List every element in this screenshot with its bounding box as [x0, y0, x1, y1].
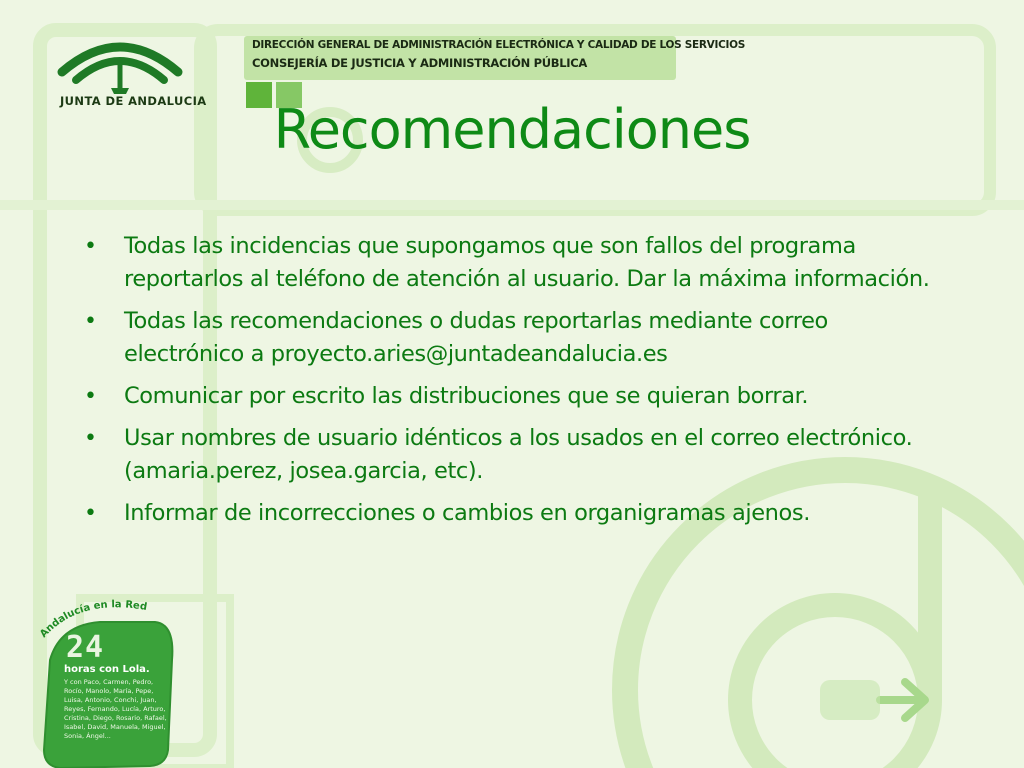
logo-text: JUNTA DE ANDALUCIA [60, 94, 207, 108]
bullet-item: • Informar de incorrecciones o cambios en organigramas ajenos. [84, 497, 944, 530]
bullet-item: • Todas las incidencias que supongamos que son fallos del programa reportarlos al teléfono de atención al usuario. Dar la máxima información. [84, 230, 944, 296]
bullet-item: • Comunicar por escrito las distribuciones que se quieran borrar. [84, 380, 944, 413]
bullet-list [84, 230, 944, 539]
header-line-2: CONSEJERÍA DE JUSTICIA Y ADMINISTRACIÓN PÚBLICA [252, 56, 587, 70]
badge-curved-label: Andalucía en la Red [38, 599, 148, 640]
badge-number: 24 [66, 630, 105, 665]
badge-names: Y con Paco, Carmen, Pedro, Rocío, Manolo, María, Pepe, Luisa, Antonio, Conchi, Juan, Reyes, Fernando, Lucía, Arturo, Cristina, Diego, Rosario, Rafael, Isabel, David, Manuela, Miguel, Sonia, Ángel... [64, 678, 167, 740]
badge-headline: horas con Lola. [64, 664, 150, 675]
bullet-item: • Todas las recomendaciones o dudas reportarlas mediante correo electrónico a proyecto.aries@juntadeandalucia.es [84, 305, 944, 371]
header-line-1: DIRECCIÓN GENERAL DE ADMINISTRACIÓN ELECTRÓNICA Y CALIDAD DE LOS SERVICIOS [252, 39, 745, 51]
bullet-item: • Usar nombres de usuario idénticos a los usados en el correo electrónico. (amaria.perez, josea.garcia, etc). [84, 422, 944, 488]
slide-title: Recomendaciones [273, 98, 751, 161]
